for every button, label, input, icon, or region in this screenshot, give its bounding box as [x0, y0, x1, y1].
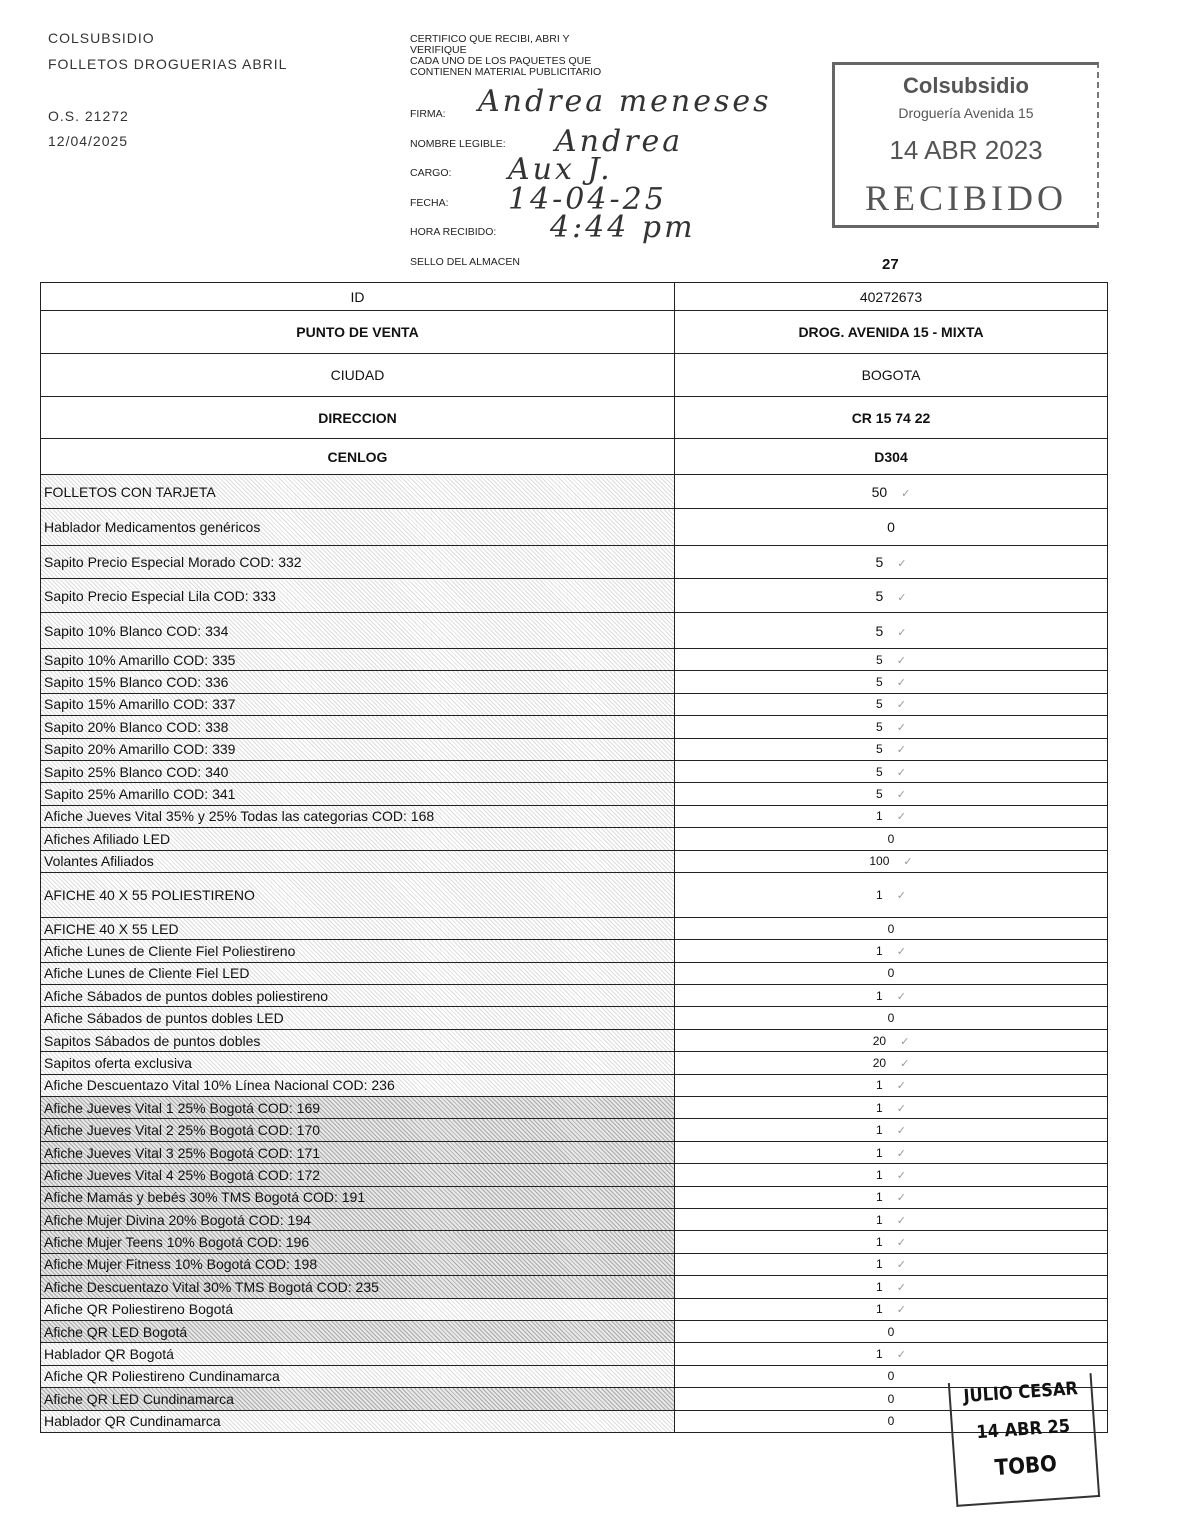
item-name: Afiche Jueves Vital 3 25% Bogotá COD: 171	[41, 1141, 675, 1163]
item-name: Sapito 25% Amarillo COD: 341	[41, 783, 675, 805]
item-qty: 1	[876, 1257, 883, 1272]
info-label: ID	[41, 283, 675, 311]
item-qty: 5	[875, 622, 884, 639]
item-qty-cell	[675, 962, 1108, 984]
item-row	[41, 828, 1108, 850]
item-qty: 1	[876, 1235, 883, 1250]
item-qty-cell	[675, 579, 1108, 613]
sello-label: SELLO DEL ALMACEN	[410, 256, 520, 268]
item-qty: 5	[876, 787, 883, 802]
check-mark-icon: ✓	[896, 990, 906, 1003]
item-qty: 0	[887, 831, 895, 846]
check-mark-icon: ✓	[896, 945, 906, 958]
item-name: Sapito 20% Amarillo COD: 339	[41, 738, 675, 760]
item-qty-cell	[675, 985, 1108, 1007]
item-row	[41, 693, 1108, 715]
check-mark-icon: ✓	[896, 744, 906, 757]
item-qty: 1	[876, 988, 883, 1003]
order-date: 12/04/2025	[48, 133, 129, 149]
check-mark-icon: ✓	[896, 1214, 906, 1227]
item-row	[41, 1007, 1108, 1029]
item-qty: 0	[887, 1011, 895, 1026]
stamp-brand: Colsubsidio	[903, 73, 1029, 98]
item-qty: 1	[876, 887, 883, 902]
item-name: Hablador QR Cundinamarca	[41, 1410, 675, 1432]
item-qty: 20	[872, 1033, 887, 1048]
check-mark-icon: ✓	[896, 721, 906, 734]
info-value: D304	[675, 439, 1108, 475]
item-name: Volantes Afiliados	[41, 850, 675, 872]
company-name: COLSUBSIDIO	[48, 30, 155, 46]
cert-line: CERTIFICO QUE RECIBI, ABRI Y	[410, 33, 570, 45]
check-mark-icon: ✓	[896, 811, 906, 824]
check-mark-icon: ✓	[896, 654, 906, 667]
receiver-place: TOBO	[993, 1451, 1058, 1482]
item-row	[41, 962, 1108, 984]
check-mark-icon: ✓	[903, 856, 913, 869]
info-row	[41, 354, 1108, 397]
item-qty-cell	[675, 716, 1108, 738]
item-row	[41, 1208, 1108, 1230]
item-qty-cell	[675, 1231, 1108, 1253]
item-row	[41, 1320, 1108, 1342]
item-qty-cell	[675, 872, 1108, 917]
item-name: Afiche Mujer Fitness 10% Bogotá COD: 198	[41, 1253, 675, 1275]
item-qty-cell	[675, 1276, 1108, 1298]
item-name: Afiche Jueves Vital 2 25% Bogotá COD: 170	[41, 1119, 675, 1141]
item-qty-cell	[675, 1141, 1108, 1163]
item-qty: 20	[872, 1055, 887, 1070]
receiver-name: JULIO CESAR	[962, 1378, 1079, 1408]
item-qty-cell	[675, 546, 1108, 579]
item-row	[41, 985, 1108, 1007]
item-name: Sapito 25% Blanco COD: 340	[41, 760, 675, 782]
item-qty-cell	[675, 1320, 1108, 1342]
item-qty-cell	[675, 1029, 1108, 1051]
item-qty: 1	[876, 1167, 883, 1182]
item-qty: 1	[876, 1100, 883, 1115]
item-row	[41, 716, 1108, 738]
item-row	[41, 546, 1108, 579]
item-qty-cell	[675, 671, 1108, 693]
item-row	[41, 783, 1108, 805]
item-row	[41, 579, 1108, 613]
item-qty-cell	[675, 1164, 1108, 1186]
item-qty: 0	[887, 921, 895, 936]
item-row	[41, 649, 1108, 671]
item-qty-cell	[675, 1074, 1108, 1096]
nombre-value: Andrea	[555, 124, 684, 159]
item-name: Afiche Jueves Vital 35% y 25% Todas las categorias COD: 168	[41, 805, 675, 827]
info-row	[41, 439, 1108, 475]
hora-value: 4:44 pm	[550, 210, 696, 245]
info-label: PUNTO DE VENTA	[41, 311, 675, 354]
item-name: Sapito Precio Especial Morado COD: 332	[41, 546, 675, 579]
item-qty-cell	[675, 1208, 1108, 1230]
item-name: Sapitos Sábados de puntos dobles	[41, 1029, 675, 1051]
check-mark-icon: ✓	[896, 1169, 906, 1182]
item-qty: 1	[876, 809, 883, 824]
subject: FOLLETOS DROGUERIAS ABRIL	[48, 56, 288, 72]
check-mark-icon: ✓	[896, 889, 906, 902]
item-qty-cell	[675, 1052, 1108, 1074]
item-qty: 5	[876, 652, 883, 667]
item-name: Sapito 20% Blanco COD: 338	[41, 716, 675, 738]
item-qty-cell	[675, 1007, 1108, 1029]
item-name: Afiche Mamás y bebés 30% TMS Bogotá COD: 191	[41, 1186, 675, 1208]
info-row	[41, 311, 1108, 354]
firma-label: FIRMA:	[410, 108, 446, 120]
item-qty-cell	[675, 1343, 1108, 1365]
check-mark-icon: ✓	[896, 699, 906, 712]
item-qty-cell	[675, 1186, 1108, 1208]
check-mark-icon: ✓	[900, 1057, 910, 1070]
item-row	[41, 1164, 1108, 1186]
check-mark-icon: ✓	[900, 1035, 910, 1048]
item-qty-cell	[675, 940, 1108, 962]
nombre-label: NOMBRE LEGIBLE:	[410, 138, 506, 150]
check-mark-icon: ✓	[896, 789, 906, 802]
item-row	[41, 738, 1108, 760]
item-qty: 50	[871, 483, 888, 500]
item-name: Sapito 15% Blanco COD: 336	[41, 671, 675, 693]
item-name: Afiche Jueves Vital 1 25% Bogotá COD: 169	[41, 1097, 675, 1119]
receiver-date: 14 ABR 25	[975, 1415, 1071, 1444]
cargo-value: Aux J.	[508, 152, 613, 187]
item-row	[41, 850, 1108, 872]
item-qty: 1	[876, 1145, 883, 1160]
item-name: FOLLETOS CON TARJETA	[41, 475, 675, 509]
item-qty: 1	[876, 1347, 883, 1362]
item-qty: 5	[876, 719, 883, 734]
item-qty: 5	[875, 587, 884, 604]
item-qty: 5	[876, 675, 883, 690]
check-mark-icon: ✓	[897, 591, 907, 604]
info-value: 40272673	[675, 283, 1108, 311]
item-row	[41, 805, 1108, 827]
item-row	[41, 1186, 1108, 1208]
stamp-status: RECIBIDO	[865, 178, 1067, 218]
item-qty-cell	[675, 917, 1108, 939]
item-qty-cell	[675, 1298, 1108, 1320]
check-mark-icon: ✓	[896, 1147, 906, 1160]
item-qty: 5	[876, 697, 883, 712]
item-name: Afiche Descuentazo Vital 10% Línea Nacional COD: 236	[41, 1074, 675, 1096]
item-row	[41, 1343, 1108, 1365]
item-name: Afiche QR Poliestireno Bogotá	[41, 1298, 675, 1320]
check-mark-icon: ✓	[896, 1125, 906, 1138]
item-qty-cell	[675, 850, 1108, 872]
item-row	[41, 1298, 1108, 1320]
item-row	[41, 1276, 1108, 1298]
item-row	[41, 940, 1108, 962]
item-row	[41, 1029, 1108, 1051]
info-row	[41, 283, 1108, 311]
item-row	[41, 509, 1108, 546]
item-qty-cell	[675, 783, 1108, 805]
item-qty-cell	[675, 1097, 1108, 1119]
item-name: Afiche Descuentazo Vital 30% TMS Bogotá COD: 235	[41, 1276, 675, 1298]
item-name: Sapito 10% Blanco COD: 334	[41, 613, 675, 649]
cert-line: CONTIENEN MATERIAL PUBLICITARIO	[410, 66, 602, 78]
check-mark-icon: ✓	[896, 766, 906, 779]
info-value: BOGOTA	[675, 354, 1108, 397]
check-mark-icon: ✓	[897, 558, 907, 570]
item-qty-cell	[675, 693, 1108, 715]
check-mark-icon: ✓	[896, 1192, 906, 1205]
item-name: Afiches Afiliado LED	[41, 828, 675, 850]
check-mark-icon: ✓	[897, 626, 907, 639]
item-row	[41, 671, 1108, 693]
fecha-label: FECHA:	[410, 197, 449, 209]
item-qty: 0	[887, 966, 895, 981]
info-value: DROG. AVENIDA 15 - MIXTA	[675, 311, 1108, 354]
item-row	[41, 1231, 1108, 1253]
stamp-date: 14 ABR 2023	[889, 135, 1043, 165]
info-value: CR 15 74 22	[675, 397, 1108, 439]
item-qty: 100	[869, 854, 890, 869]
order-number: O.S. 21272	[48, 108, 129, 124]
item-qty: 5	[876, 764, 883, 779]
item-name: AFICHE 40 X 55 POLIESTIRENO	[41, 872, 675, 917]
info-label: CENLOG	[41, 439, 675, 475]
item-qty-cell	[675, 475, 1108, 509]
item-qty: 5	[876, 742, 883, 757]
item-row	[41, 917, 1108, 939]
info-row	[41, 397, 1108, 439]
cert-line: CADA UNO DE LOS PAQUETES QUE	[410, 55, 592, 67]
item-name: Sapito 15% Amarillo COD: 337	[41, 693, 675, 715]
item-name: Sapito Precio Especial Lila COD: 333	[41, 579, 675, 613]
item-name: Afiche Sábados de puntos dobles LED	[41, 1007, 675, 1029]
item-name: Sapito 10% Amarillo COD: 335	[41, 649, 675, 671]
item-qty: 1	[876, 1302, 883, 1317]
item-name: Afiche QR LED Bogotá	[41, 1320, 675, 1342]
item-row	[41, 1141, 1108, 1163]
item-qty: 0	[887, 1391, 895, 1406]
cert-line: VERIFIQUE	[410, 44, 467, 56]
item-qty: 1	[876, 1212, 883, 1227]
item-qty-cell	[675, 613, 1108, 649]
item-qty-cell	[675, 805, 1108, 827]
item-qty-cell	[675, 649, 1108, 671]
hora-label: HORA RECIBIDO:	[410, 226, 497, 238]
check-mark-icon: ✓	[896, 1259, 906, 1272]
item-name: Sapitos oferta exclusiva	[41, 1052, 675, 1074]
item-name: Afiche QR LED Cundinamarca	[41, 1388, 675, 1410]
fecha-value: 14-04-25	[508, 182, 667, 217]
item-qty: 0	[887, 1414, 895, 1429]
cargo-label: CARGO:	[410, 167, 452, 179]
item-qty-cell	[675, 1253, 1108, 1275]
material-table	[40, 282, 1108, 1433]
item-name: Afiche Mujer Divina 20% Bogotá COD: 194	[41, 1208, 675, 1230]
item-qty-cell	[675, 738, 1108, 760]
item-row	[41, 872, 1108, 917]
item-qty-cell	[675, 828, 1108, 850]
check-mark-icon: ✓	[896, 1237, 906, 1250]
item-name: Afiche Mujer Teens 10% Bogotá COD: 196	[41, 1231, 675, 1253]
item-qty: 1	[876, 1279, 883, 1294]
item-name: Afiche Lunes de Cliente Fiel LED	[41, 962, 675, 984]
item-row	[41, 760, 1108, 782]
item-qty: 0	[887, 1369, 895, 1384]
check-mark-icon: ✓	[896, 1080, 906, 1093]
item-name: Hablador Medicamentos genéricos	[41, 509, 675, 546]
info-label: CIUDAD	[41, 354, 675, 397]
item-qty: 1	[876, 1190, 883, 1205]
item-row	[41, 613, 1108, 649]
item-name: Afiche Lunes de Cliente Fiel Poliestireno	[41, 940, 675, 962]
item-qty: 5	[875, 554, 884, 570]
check-mark-icon: ✓	[901, 487, 911, 500]
item-row	[41, 1119, 1108, 1141]
item-name: AFICHE 40 X 55 LED	[41, 917, 675, 939]
item-qty: 1	[876, 1123, 883, 1138]
item-qty-cell	[675, 760, 1108, 782]
firma-signature: Andrea meneses	[478, 84, 772, 119]
item-row	[41, 1052, 1108, 1074]
received-stamp	[832, 62, 1099, 228]
item-qty-cell	[675, 1119, 1108, 1141]
item-row	[41, 1097, 1108, 1119]
item-name: Afiche Sábados de puntos dobles poliestireno	[41, 985, 675, 1007]
page-number: 27	[882, 256, 899, 273]
item-qty: 1	[876, 943, 883, 958]
item-row	[41, 1410, 1108, 1432]
item-name: Hablador QR Bogotá	[41, 1343, 675, 1365]
check-mark-icon: ✓	[896, 677, 906, 690]
item-name: Afiche QR Poliestireno Cundinamarca	[41, 1365, 675, 1387]
item-row	[41, 1253, 1108, 1275]
item-name: Afiche Jueves Vital 4 25% Bogotá COD: 172	[41, 1164, 675, 1186]
item-qty-cell	[675, 509, 1108, 546]
info-label: DIRECCION	[41, 397, 675, 439]
check-mark-icon: ✓	[896, 1349, 906, 1362]
item-qty: 0	[887, 1324, 895, 1339]
check-mark-icon: ✓	[896, 1102, 906, 1115]
certificate-text	[410, 34, 601, 78]
item-qty: 1	[876, 1078, 883, 1093]
item-row	[41, 1074, 1108, 1096]
check-mark-icon: ✓	[896, 1281, 906, 1294]
check-mark-icon: ✓	[896, 1304, 906, 1317]
stamp-store: Droguería Avenida 15	[898, 105, 1034, 121]
item-row	[41, 475, 1108, 509]
item-qty: 0	[887, 519, 895, 535]
receiver-stamp	[948, 1373, 1100, 1507]
